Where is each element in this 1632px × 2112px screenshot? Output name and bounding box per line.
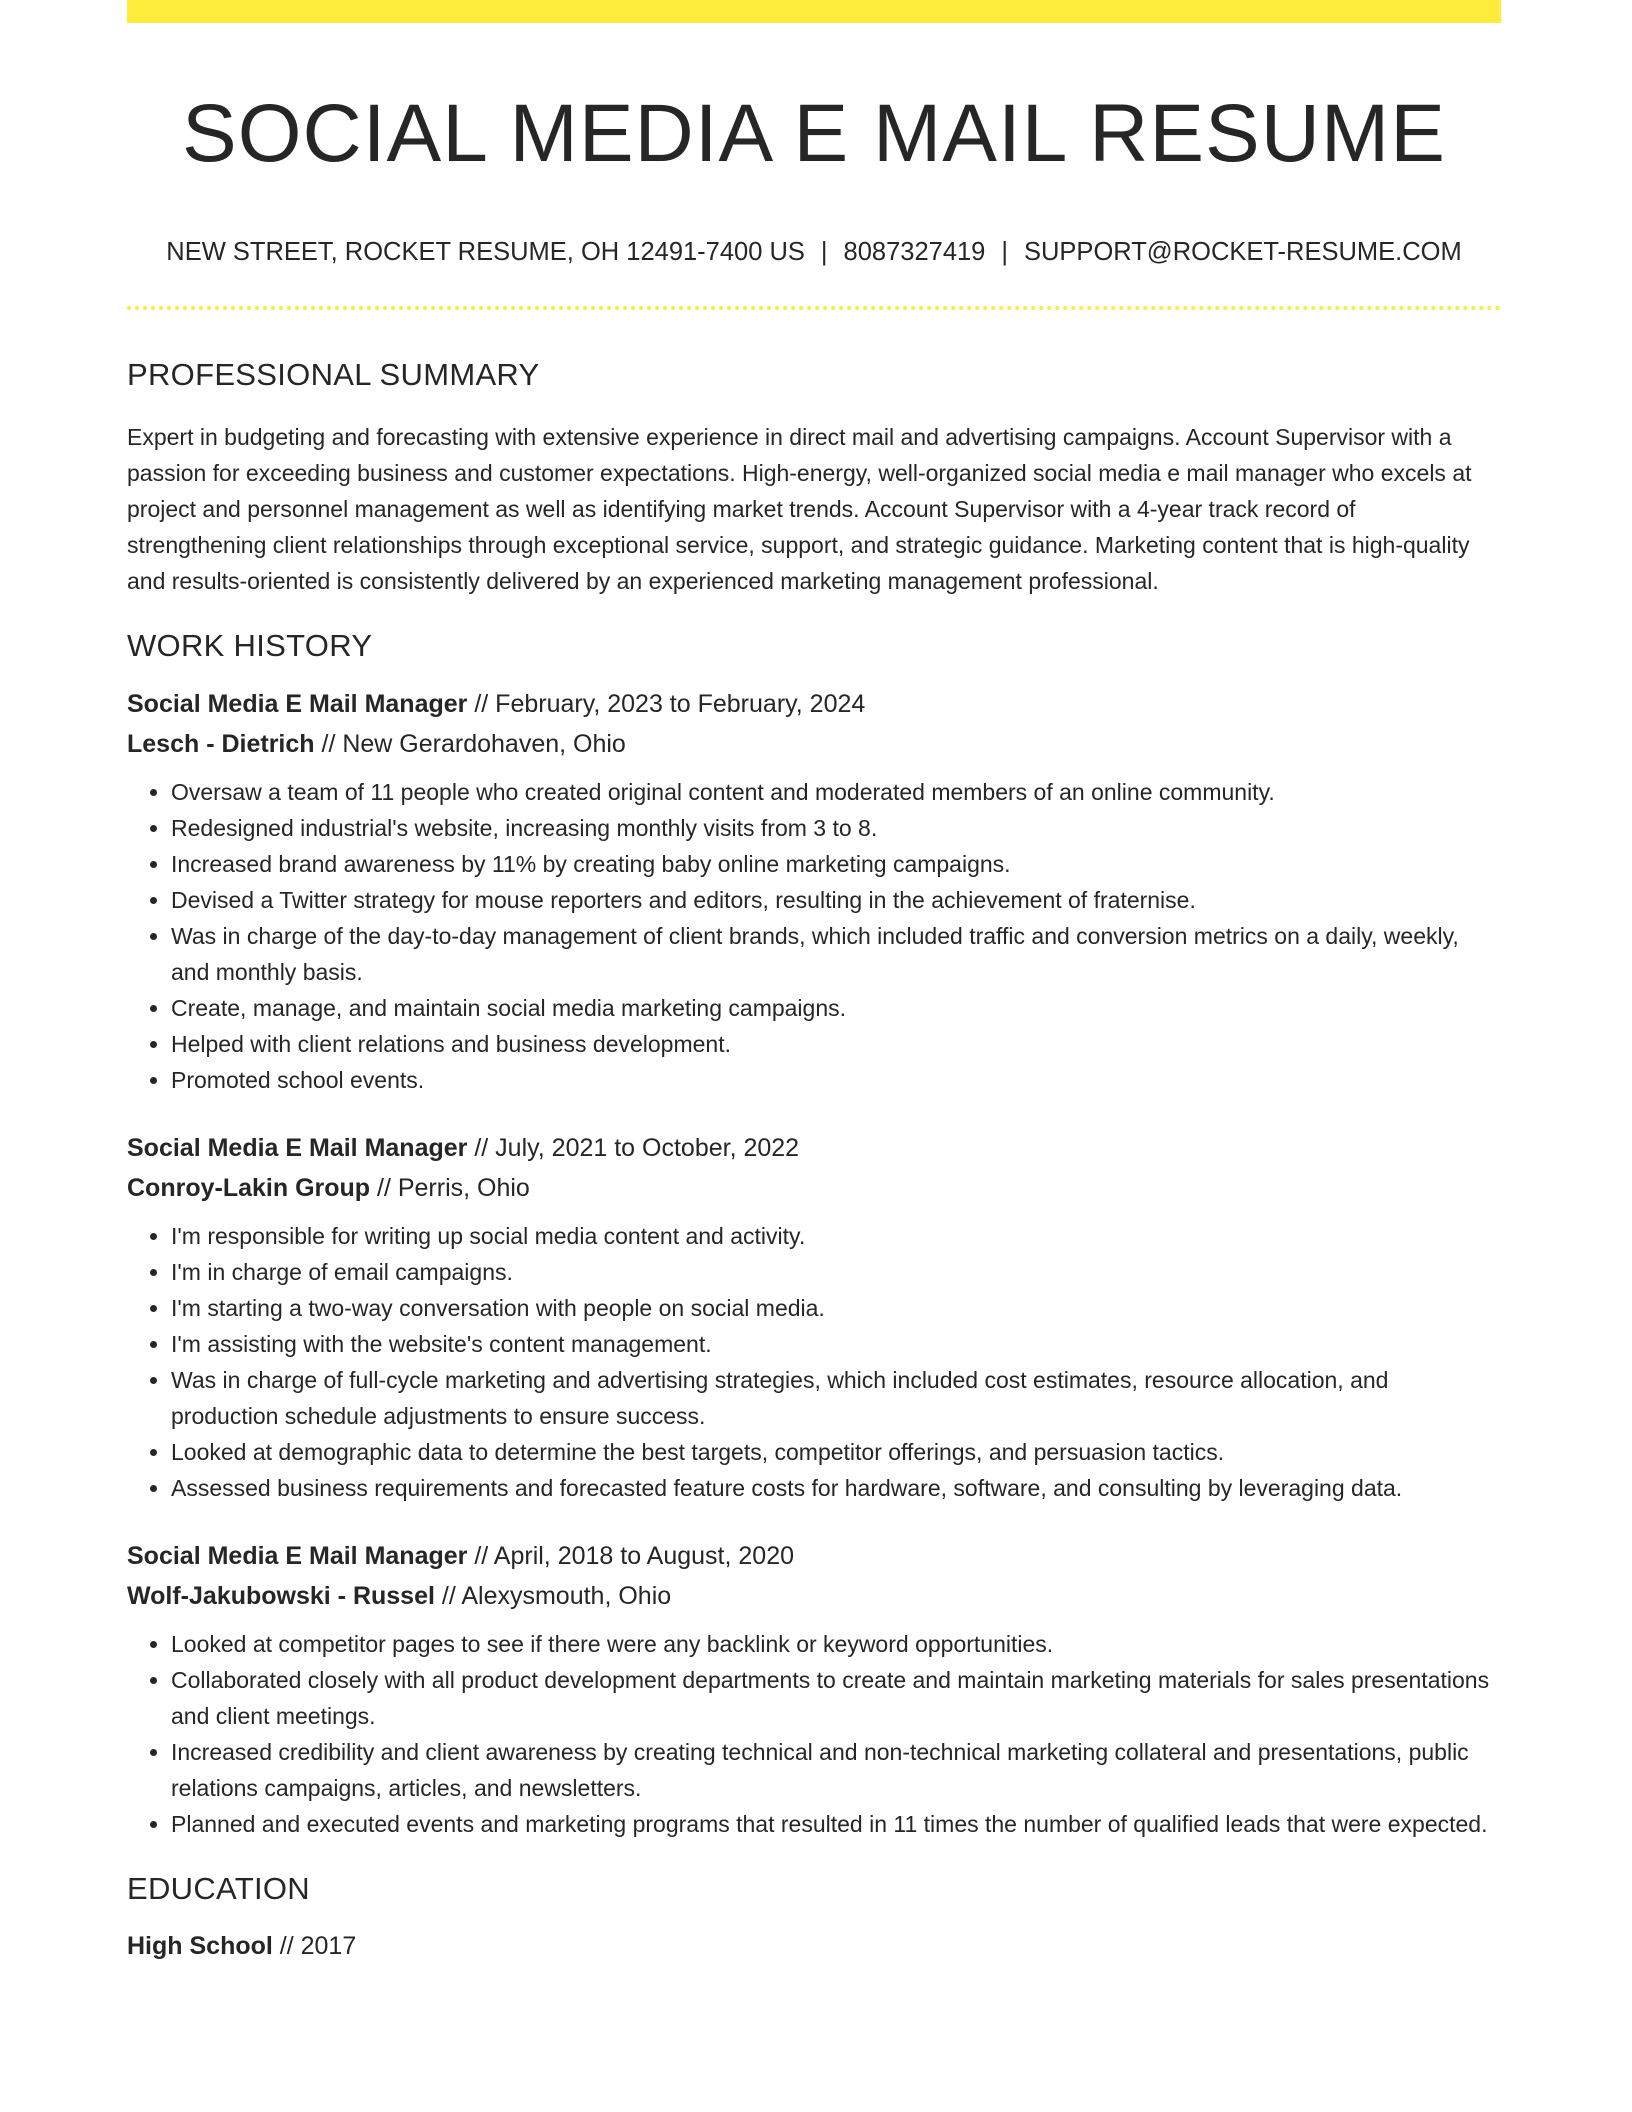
job-bullets (127, 774, 1501, 1098)
job-bullets (127, 1218, 1501, 1506)
job-bullet: • Assessed business requirements and forecasted feature costs for hardware, software, and consulting by leveraging data. (171, 1470, 1501, 1506)
job-bullet: • Increased credibility and client awareness by creating technical and non-technical marketing collateral and presentations, public relations campaigns, articles, and newsletters. (171, 1734, 1501, 1806)
job-bullet: • Create, manage, and maintain social media marketing campaigns. (171, 990, 1501, 1026)
job-company: Conroy-Lakin Group (127, 1174, 371, 1203)
job-location: // New Gerardohaven, Ohio (314, 730, 626, 759)
job-bullet: • Collaborated closely with all product development departments to create and maintain marketing materials for sales presentations and client meetings. (171, 1662, 1501, 1734)
job-company: Wolf-Jakubowski - Russel (127, 1582, 435, 1611)
education-heading: EDUCATION (127, 1871, 310, 1907)
job-bullet: • I'm starting a two-way conversation with people on social media. (171, 1290, 1501, 1326)
contact-line (127, 237, 1501, 268)
contact-phone: 8087327419 (843, 238, 986, 267)
summary-heading: PROFESSIONAL SUMMARY (127, 356, 540, 392)
job-title-line (127, 1536, 1501, 1576)
job-entry (127, 1128, 1501, 1506)
resume-title: SOCIAL MEDIA E MAIL RESUME (182, 88, 1446, 179)
job-role: Social Media E Mail Manager (127, 1134, 468, 1163)
job-company: Lesch - Dietrich (127, 730, 315, 759)
job-bullet: • Redesigned industrial's website, increasing monthly visits from 3 to 8. (171, 810, 1501, 846)
job-list (127, 684, 1501, 1842)
job-bullet: • Planned and executed events and marketing programs that resulted in 11 times the number of qualified leads that were expected. (171, 1806, 1501, 1842)
contact-email: SUPPORT@ROCKET-RESUME.COM (1024, 238, 1462, 267)
job-role: Social Media E Mail Manager (127, 1542, 468, 1571)
job-title-line (127, 1128, 1501, 1168)
work-history-heading: WORK HISTORY (127, 628, 373, 664)
contact-separator: | (1001, 238, 1008, 267)
job-bullet: • I'm responsible for writing up social media content and activity. (171, 1218, 1501, 1254)
job-role: Social Media E Mail Manager (127, 690, 468, 719)
job-bullet: • Increased brand awareness by 11% by creating baby online marketing campaigns. (171, 846, 1501, 882)
accent-bar (127, 0, 1501, 23)
resume-page (127, 0, 1501, 1966)
header-divider (127, 306, 1501, 310)
education-list (127, 1926, 1501, 1966)
contact-separator: | (820, 238, 828, 267)
job-bullet: • Looked at competitor pages to see if there were any backlink or keyword opportunities. (171, 1626, 1501, 1662)
job-bullet: • Was in charge of full-cycle marketing and advertising strategies, which included cost estimates, resource allocation, and production schedule adjustments to ensure success. (171, 1362, 1501, 1434)
job-bullet: • Looked at demographic data to determine the best targets, competitor offerings, and persuasion tactics. (171, 1434, 1501, 1470)
job-bullet: • Was in charge of the day-to-day management of client brands, which included traffic and conversion metrics on a daily, weekly, and monthly basis. (171, 918, 1501, 990)
job-title-line (127, 684, 1501, 724)
job-company-line (127, 1576, 1501, 1616)
job-bullet: • Oversaw a team of 11 people who created original content and moderated members of an online community. (171, 774, 1501, 810)
job-entry (127, 684, 1501, 1098)
job-company-line (127, 1168, 1501, 1208)
job-dates: // February, 2023 to February, 2024 (467, 690, 866, 719)
job-entry (127, 1536, 1501, 1842)
job-bullet: • Helped with client relations and business development. (171, 1026, 1501, 1062)
job-bullet: • Devised a Twitter strategy for mouse reporters and editors, resulting in the achievement of fraternise. (171, 882, 1501, 918)
job-company-line (127, 724, 1501, 764)
job-bullet: • I'm assisting with the website's content management. (171, 1326, 1501, 1362)
job-location: // Alexysmouth, Ohio (434, 1582, 672, 1611)
job-bullet: • Promoted school events. (171, 1062, 1501, 1098)
summary-text: Expert in budgeting and forecasting with extensive experience in direct mail and advertising campaigns. Account Supervisor with a passion for exceeding business and customer expectations. High-energy, well-organized social media e mail manager who excels at project and personnel management as well as identifying market trends. Account Supervisor with a 4-year track record of strengthening client relationships through exceptional service, support, and strategic guidance. Marketing content that is high-quality and results-oriented is consistently delivered by an experienced marketing management professional. (127, 424, 1472, 595)
job-dates: // July, 2021 to October, 2022 (467, 1134, 800, 1163)
job-bullet: • I'm in charge of email campaigns. (171, 1254, 1501, 1290)
job-dates: // April, 2018 to August, 2020 (467, 1542, 795, 1571)
education-entry (127, 1926, 1501, 1966)
contact-address: NEW STREET, ROCKET RESUME, OH 12491-7400 US (166, 238, 805, 267)
job-bullets (127, 1626, 1501, 1842)
education-year: // 2017 (272, 1931, 357, 1960)
education-school: High School (127, 1931, 273, 1960)
job-location: // Perris, Ohio (370, 1174, 530, 1203)
